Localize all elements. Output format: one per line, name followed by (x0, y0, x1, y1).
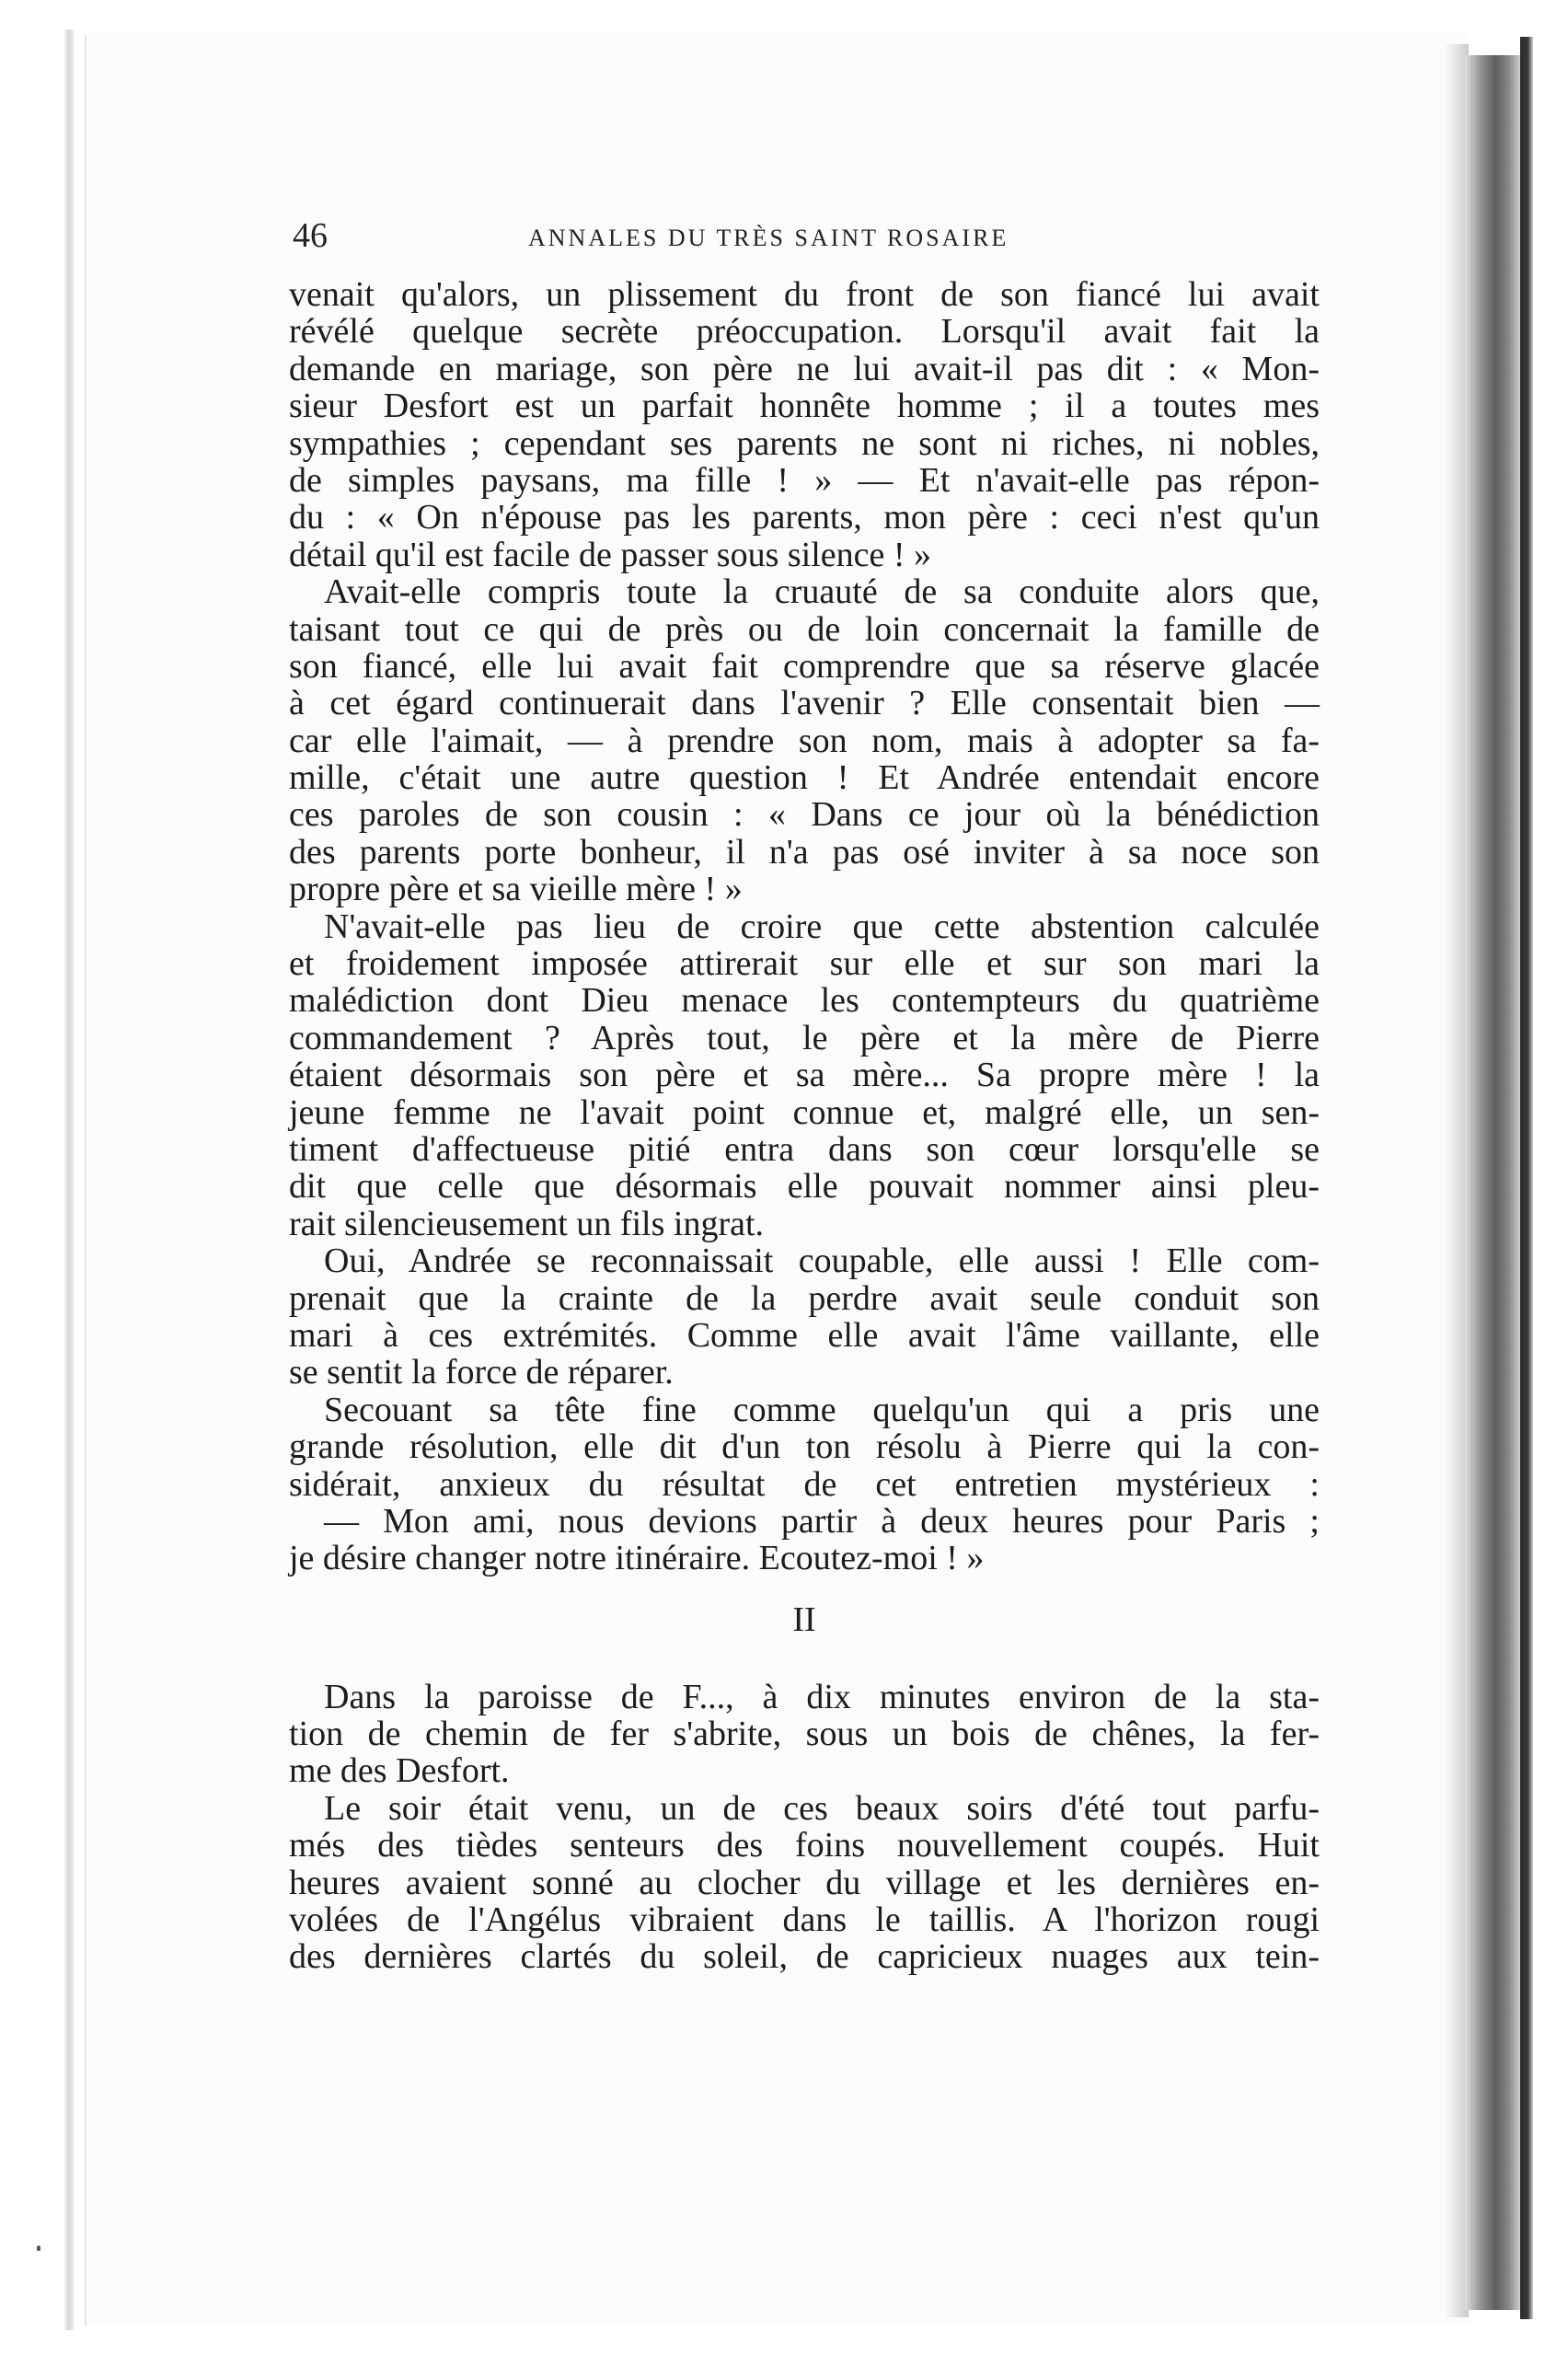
text-line: révélé quelque secrète préoccupation. Lorsqu'il avait fait la (289, 312, 1320, 352)
text-line: malédiction dont Dieu menace les contempteurs du quatrième (289, 981, 1320, 1021)
body-text (289, 276, 1320, 1976)
page-number: 46 (293, 216, 328, 255)
section-number: II (792, 1600, 816, 1639)
text-line: propre père et sa vieille mère ! » (289, 870, 743, 909)
text-line: N'avait-elle pas lieu de croire que cette abstention calculée (324, 907, 1320, 946)
text-line: de simples paysans, ma fille ! » — Et n'avait-elle pas répon- (289, 460, 1320, 500)
text-line: car elle l'aimait, — à prendre son nom, mais à adopter sa fa- (289, 721, 1320, 760)
text-line: jeune femme ne l'avait point connue et, malgré elle, un sen- (289, 1092, 1320, 1132)
text-line: Oui, Andrée se reconnaissait coupable, elle aussi ! Elle com- (324, 1242, 1320, 1281)
text-line: détail qu'il est facile de passer sous silence ! » (289, 535, 932, 574)
book-binding-edge (1520, 37, 1533, 2319)
text-line: volées de l'Angélus vibraient dans le taillis. A l'horizon rougi (289, 1900, 1320, 1940)
running-title: ANNALES DU TRÈS SAINT ROSAIRE (528, 225, 1009, 251)
text-line: et froidement imposée attirerait sur elle et sur son mari la (289, 944, 1320, 984)
text-line: étaient désormais son père et sa mère... Sa propre mère ! la (289, 1056, 1320, 1095)
text-line: ces paroles de son cousin : « Dans ce jour où la bénédiction (289, 795, 1320, 835)
text-line: son fiancé, elle lui avait fait comprendre que sa réserve glacée (289, 646, 1320, 686)
text-line: du : « On n'épouse pas les parents, mon père : ceci n'est qu'un (289, 498, 1320, 537)
text-line: mille, c'était une autre question ! Et Andrée entendait encore (289, 758, 1320, 798)
text-line: tion de chemin de fer s'abrite, sous un bois de chênes, la fer- (289, 1715, 1320, 1754)
text-line: commandement ? Après tout, le père et la mère de Pierre (289, 1018, 1320, 1057)
text-line: se sentit la force de réparer. (289, 1353, 674, 1392)
text-line: des parents porte bonheur, il n'a pas osé inviter à sa noce son (289, 832, 1320, 872)
running-head (293, 215, 1314, 261)
text-part-2 (289, 1679, 1320, 1976)
page-left-border (85, 35, 86, 2327)
text-line: més des tièdes senteurs des foins nouvellement coupés. Huit (289, 1826, 1320, 1865)
text-line: des dernières clartés du soleil, de capricieux nuages aux tein- (289, 1937, 1320, 1977)
text-line: mari à ces extrémités. Comme elle avait l'âme vaillante, elle (289, 1315, 1320, 1355)
text-line: grande résolution, elle dit d'un ton résolu à Pierre qui la con- (289, 1427, 1320, 1467)
book-left-edge (64, 29, 74, 2330)
text-line: prenait que la crainte de la perdre avait seule conduit son (289, 1278, 1320, 1318)
text-line: sidérait, anxieux du résultat de cet entretien mystérieux : (289, 1464, 1320, 1504)
text-line: sympathies ; cependant ses parents ne sont ni riches, ni nobles, (289, 423, 1320, 463)
text-line: dit que celle que désormais elle pouvait nommer ainsi pleu- (289, 1167, 1320, 1207)
text-line: taisant tout ce qui de près ou de loin concernait la famille de (289, 609, 1320, 649)
text-line: Secouant sa tête fine comme quelqu'un qui a pris une (324, 1390, 1320, 1429)
text-line: venait qu'alors, un plissement du front de son fiancé lui avait (289, 275, 1320, 314)
book-gutter (1465, 55, 1520, 2310)
text-line: demande en mariage, son père ne lui avait-il pas dit : « Mon- (289, 349, 1320, 388)
text-line: sieur Desfort est un parfait honnête homme ; il a toutes mes (289, 387, 1320, 426)
text-line: Dans la paroisse de F..., à dix minutes environ de la sta- (324, 1677, 1320, 1716)
text-line: je désire changer notre itinéraire. Ecoutez-moi ! » (289, 1539, 985, 1578)
text-line: me des Desfort. (289, 1751, 510, 1791)
text-part-1 (289, 276, 1320, 1577)
text-line: heures avaient sonné au clocher du village et les dernières en- (289, 1863, 1320, 1902)
text-line: rait silencieusement un fils ingrat. (289, 1204, 765, 1243)
text-line: timent d'affectueuse pitié entra dans son cœur lorsqu'elle se (289, 1129, 1320, 1169)
scan-speck (37, 2246, 40, 2251)
text-line: Avait-elle compris toute la cruauté de sa conduite alors que, (324, 572, 1320, 612)
text-line: — Mon ami, nous devions partir à deux heures pour Paris ; (324, 1501, 1320, 1541)
text-line: à cet égard continuerait dans l'avenir ? Elle consentait bien — (289, 684, 1320, 723)
text-line: Le soir était venu, un de ces beaux soirs d'été tout parfu- (324, 1788, 1320, 1828)
